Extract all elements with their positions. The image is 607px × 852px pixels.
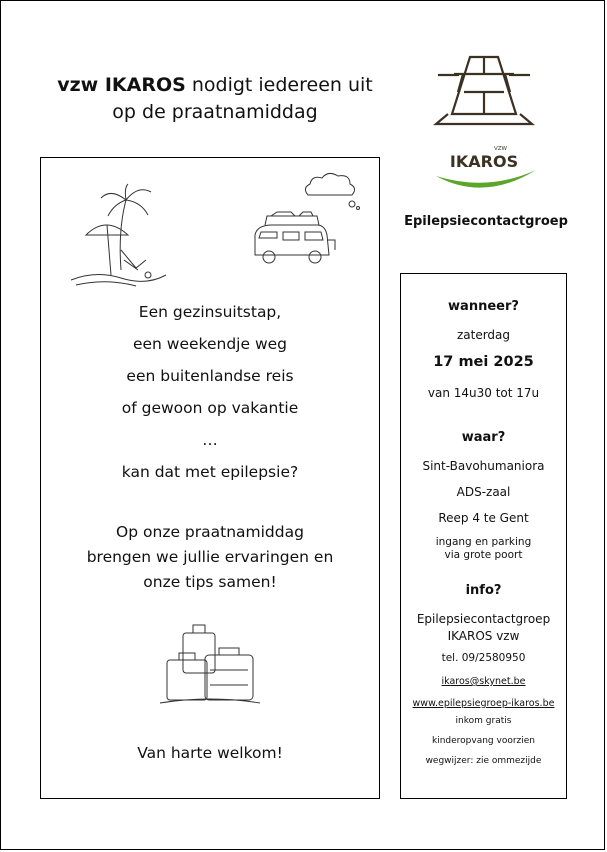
venue-address: Reep 4 te Gent (438, 511, 529, 525)
title-line-2: op de praatnamiddag (112, 101, 318, 123)
camper-van-icon (247, 210, 337, 270)
entrance-line: ingang en parking (435, 536, 532, 548)
venue-name: Sint-Bavohumaniora (422, 459, 545, 473)
logo-vzw-text: VZW (494, 146, 507, 152)
event-time: van 14u30 tot 17u (427, 386, 540, 400)
entrance-info (400, 536, 567, 562)
tips-line: Op onze praatnamiddag (116, 523, 304, 541)
tips-text (40, 520, 380, 595)
cloud-icon (300, 170, 360, 212)
intro-line: kan dat met epilepsie? (121, 463, 299, 481)
note-childcare: kinderopvang voorzien (431, 736, 535, 746)
intro-text (40, 296, 380, 488)
logo-swoosh-icon (436, 170, 536, 188)
venue-room: ADS-zaal (456, 485, 511, 499)
event-day: zaterdag (456, 328, 511, 342)
where-heading: waar? (461, 430, 506, 445)
intro-line: … (202, 431, 218, 449)
title-line-1 (30, 72, 400, 99)
info-heading: info? (465, 583, 502, 598)
when-heading: wanneer? (448, 299, 519, 314)
ikaros-logo (428, 52, 540, 202)
contact-email-link[interactable]: ikaros@skynet.be (441, 676, 526, 687)
entrance-line: via grote poort (444, 549, 523, 561)
luggage-icon (155, 615, 265, 710)
note-directions: wegwijzer: zie ommezijde (425, 756, 542, 766)
beach-icon (66, 180, 166, 290)
contact-org-2: IKAROS vzw (447, 629, 520, 643)
welcome-text: Van harte welkom! (137, 744, 283, 762)
logo-name-text: IKAROS (449, 152, 519, 171)
intro-line: of gewoon op vakantie (121, 399, 299, 417)
org-name: vzw IKAROS (57, 74, 186, 96)
contact-org: Epilepsiecontactgroep (416, 612, 551, 626)
title-line-1-rest: nodigt iedereen uit (185, 74, 373, 96)
tips-line: onze tips samen! (143, 573, 277, 591)
logo-caption: Epilepsiecontactgroep (404, 214, 568, 229)
page-title (30, 72, 400, 126)
website-link[interactable]: www.epilepsiegroep-ikaros.be (412, 698, 555, 709)
road-icon (436, 57, 532, 124)
note-entry-free: inkom gratis (455, 716, 512, 726)
tips-line: brengen we jullie ervaringen en (86, 548, 334, 566)
intro-line: een buitenlandse reis (126, 367, 294, 385)
contact-phone: tel. 09/2580950 (441, 652, 526, 664)
intro-line: Een gezinsuitstap, (138, 303, 282, 321)
event-date: 17 mei 2025 (433, 354, 534, 370)
intro-line: een weekendje weg (132, 335, 288, 353)
